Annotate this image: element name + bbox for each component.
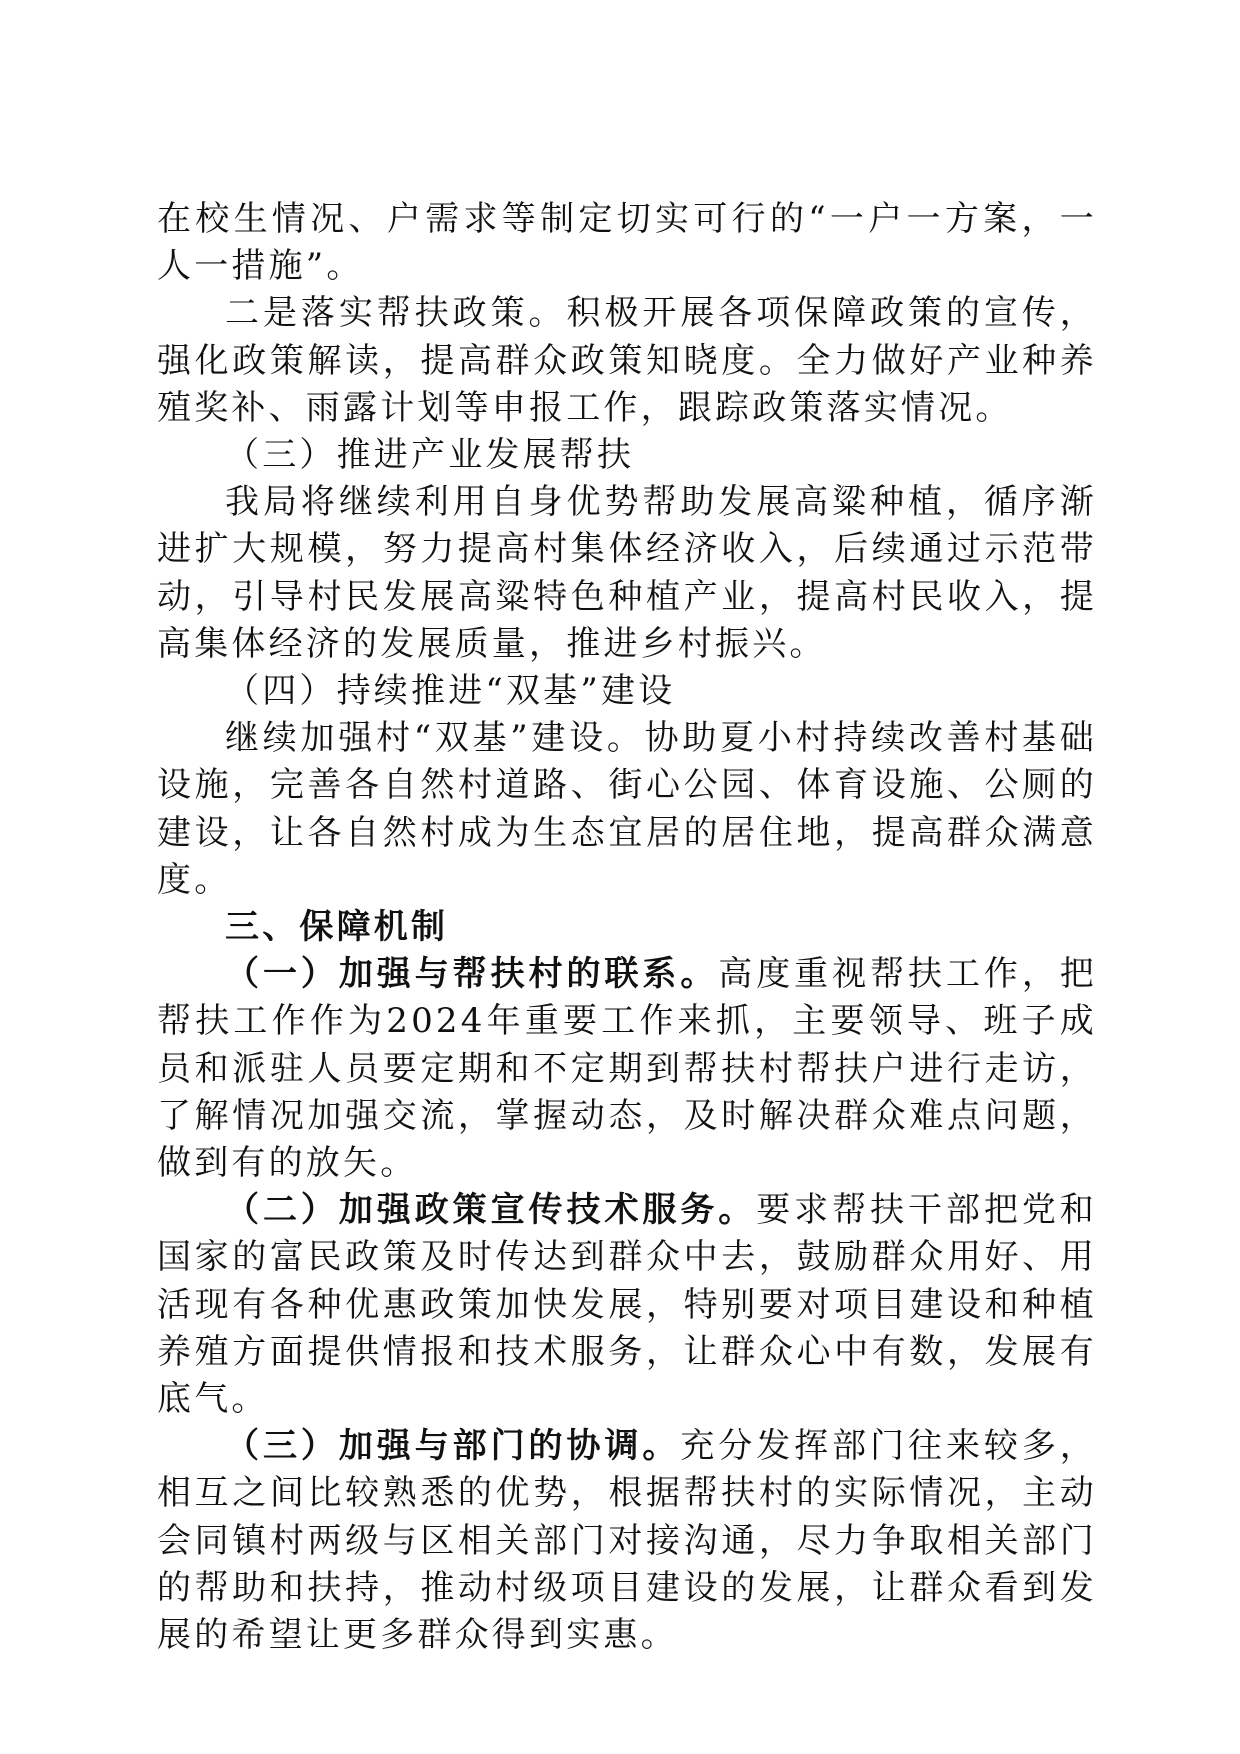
body-guarantee-1: 高度重视帮扶工作，把帮扶工作作为2024年重要工作来抓，主要领导、班子成员和派驻人员要定期和不定期到帮扶村帮扶户进行走访，了解情况加强交流，掌握动态，及时解决群众难点问题，做到有的放矢。: [157, 954, 1098, 1184]
paragraph-guarantee-1: [157, 951, 1097, 1187]
document-body: [157, 196, 1097, 1659]
heading-shuangji: （四）持续推进“双基”建设: [225, 671, 676, 712]
body-guarantee-2: 要求帮扶干部把党和国家的富民政策及时传达到群众中去，鼓励群众用好、用活现有各种优惠政策加快发展，特别要对项目建设和种植养殖方面提供情报和技术服务，让群众心中有数，发展有底气。: [157, 1190, 1097, 1420]
paragraph-guarantee-3: [157, 1423, 1097, 1659]
section-title-guarantee: 三、保障机制: [225, 907, 449, 948]
lead-guarantee-2: （二）加强政策宣传技术服务。: [225, 1190, 757, 1231]
lead-guarantee-3: （三）加强与部门的协调。: [225, 1426, 681, 1467]
paragraph-guarantee-2: [157, 1187, 1097, 1423]
paragraph-policy: 二是落实帮扶政策。积极开展各项保障政策的宣传，强化政策解读，提高群众政策知晓度。全力做好产业种养殖奖补、雨露计划等申报工作，跟踪政策落实情况。: [157, 293, 1097, 428]
lead-guarantee-1: （一）加强与帮扶村的联系。: [225, 954, 719, 995]
paragraph-continuation: 在校生情况、户需求等制定切实可行的“一户一方案，一人一措施”。: [157, 199, 1097, 287]
paragraph-industry: 我局将继续利用自身优势帮助发展高粱种植，循序渐进扩大规模，努力提高村集体经济收入，后续通过示范带动，引导村民发展高粱特色种植产业，提高村民收入，提高集体经济的发展质量，推进乡村振兴。: [157, 482, 1097, 664]
paragraph-shuangji: 继续加强村“双基”建设。协助夏小村持续改善村基础设施，完善各自然村道路、街心公园、体育设施、公厕的建设，让各自然村成为生态宜居的居住地，提高群众满意度。: [157, 718, 1097, 900]
heading-industry-support: （三）推进产业发展帮扶: [225, 435, 635, 476]
body-guarantee-3: 充分发挥部门往来较多，相互之间比较熟悉的优势，根据帮扶村的实际情况，主动会同镇村两级与区相关部门对接沟通，尽力争取相关部门的帮助和扶持，推动村级项目建设的发展，让群众看到发展的希望让更多群众得到实惠。: [157, 1426, 1097, 1656]
